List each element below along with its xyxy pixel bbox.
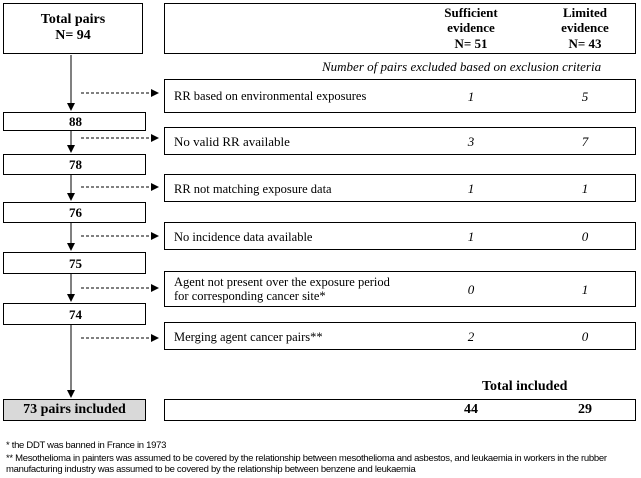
criterion-label-2: No valid RR available: [174, 134, 290, 149]
criterion-label-4: No incidence data available: [174, 230, 313, 244]
evidence-header-box: [164, 3, 636, 54]
criterion-row-1: [164, 79, 636, 113]
total-included-box: [164, 399, 636, 421]
criterion-limited-1: 5: [581, 89, 589, 104]
criterion-sufficient-1: 1: [467, 89, 475, 104]
remaining-box-1: [3, 112, 146, 131]
remaining-count-1: 88: [69, 114, 82, 129]
remaining-count-5: 74: [69, 307, 82, 322]
total-pairs-box: [3, 3, 143, 54]
criterion-sufficient-3: 1: [467, 181, 475, 196]
criterion-row-2: [164, 127, 636, 155]
remaining-count-4: 75: [69, 256, 82, 271]
criterion-label-1: RR based on environmental exposures: [174, 89, 367, 103]
limited-header-line1: Limited: [562, 5, 608, 20]
remaining-box-4: [3, 252, 146, 274]
criterion-sufficient-5: 0: [467, 282, 475, 297]
total-limited: 29: [578, 402, 592, 417]
remaining-box-3: [3, 202, 146, 223]
footnote-1: * the DDT was banned in France in 1973: [6, 440, 167, 451]
criterion-row-6: [164, 322, 636, 350]
criterion-row-5: [164, 271, 636, 307]
remaining-box-5: [3, 303, 146, 325]
criterion-row-4: [164, 222, 636, 250]
criterion-label-6: Merging agent cancer pairs**: [174, 330, 323, 344]
sufficient-header-line2: evidence: [447, 20, 495, 35]
criterion-row-3: [164, 174, 636, 202]
final-pairs-box: [3, 399, 146, 421]
total-sufficient: 44: [464, 402, 478, 417]
remaining-count-3: 76: [69, 205, 82, 220]
criterion-limited-4: 0: [581, 229, 589, 244]
limited-header-count: N= 43: [568, 36, 602, 51]
criterion-label-5a: Agent not present over the exposure period: [174, 275, 390, 289]
limited-header-line2: evidence: [561, 20, 609, 35]
total-pairs-title: Total pairs: [40, 12, 106, 27]
criterion-sufficient-6: 2: [467, 329, 475, 344]
remaining-count-2: 78: [69, 157, 82, 172]
sufficient-header-count: N= 51: [454, 36, 488, 51]
criterion-limited-2: 7: [581, 134, 589, 149]
total-included-caption: Total included: [482, 379, 568, 394]
criterion-limited-6: 0: [581, 329, 589, 344]
footnote-2a: ** Mesothelioma in painters was assumed to be covered by the relationship between mesothelioma and asbestos, and leukaemia in workers in the rubber: [6, 453, 607, 464]
excluded-caption: Number of pairs excluded based on exclusion criteria: [322, 59, 602, 74]
remaining-box-2: [3, 154, 146, 175]
criterion-sufficient-4: 1: [467, 229, 475, 244]
sufficient-header-line1: Sufficient: [444, 5, 498, 20]
criterion-label-5b: for corresponding cancer site*: [174, 289, 326, 303]
criterion-limited-5: 1: [581, 282, 589, 297]
criterion-limited-3: 1: [581, 181, 589, 196]
final-pairs-label: 73 pairs included: [23, 402, 126, 417]
criterion-label-3: RR not matching exposure data: [174, 182, 332, 196]
total-pairs-count: N= 94: [55, 28, 91, 43]
footnote-2b: manufacturing industry was assumed to be covered by the relationship between benzene and leukaemia: [6, 464, 416, 475]
criterion-sufficient-2: 3: [467, 134, 475, 149]
